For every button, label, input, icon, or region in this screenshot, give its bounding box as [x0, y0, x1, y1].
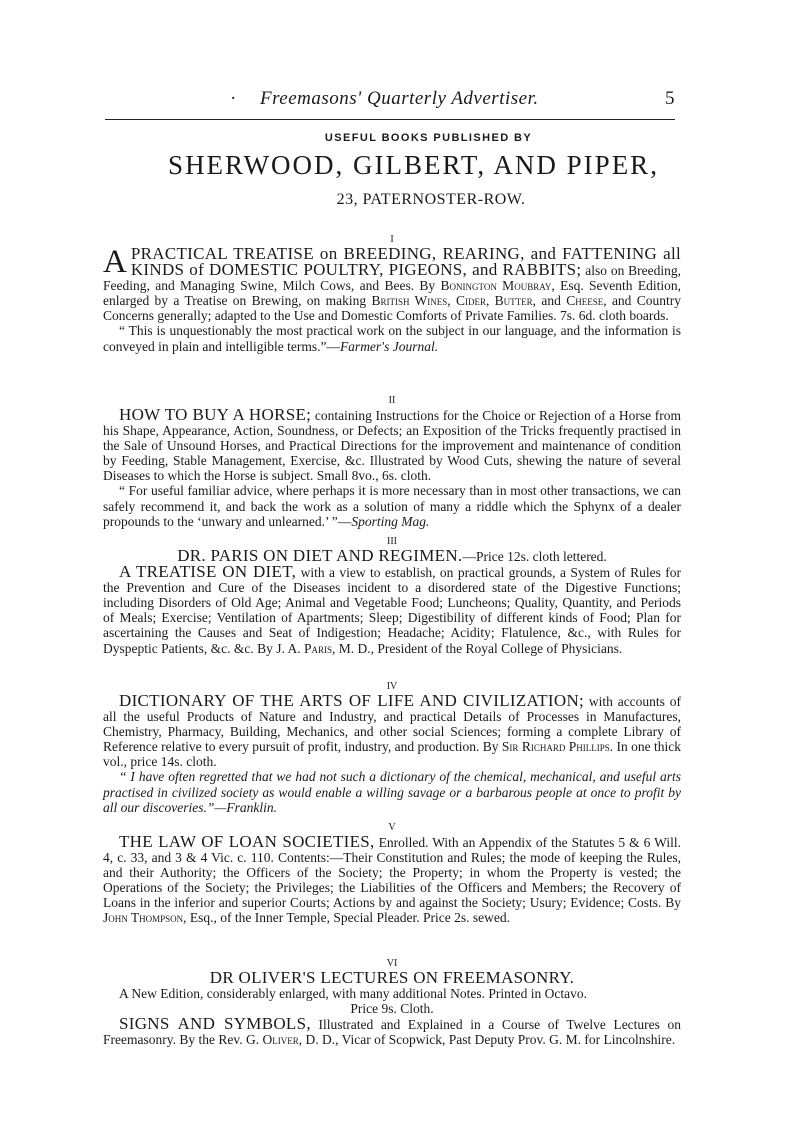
entry-description: A TREATISE ON DIET, with a view to establish, on practical grounds, a System of Rules for the Prevention and Cure of the Diseases incident to a disordered state of the Digestive Functions; including Disorders of Old Age; Animal and Vegetable Food; Luncheons; Quality, Quantity, and Periods of Meals; Exercise; Ventilation of Apartments; Sleep; Digestibility of different kinds of Food; Plan for ascertaining the Causes and Seat of Indigestion; Headache; Acidity; Flatulence, &c., with Rules for Dyspeptic Patients, &c. &c. By J. A. Paris, M. D., President of the Royal College of Physicians. [103, 562, 682, 656]
entry-title: HOW TO BUY A HORSE; [119, 405, 312, 424]
entry-numeral: V [388, 822, 396, 833]
author-name: Bonington Moubray [440, 278, 552, 294]
book-entry-horse [103, 395, 681, 529]
entry-description: DICTIONARY OF THE ARTS OF LIFE AND CIVILIZATION; with accounts of all the useful Products of Nature and Industry, and practical Details of Processes in Manufactures, Chemistry, Pharmacy, Building, Mechanics, and other social Sciences; forming a complete Library of Reference relative to every pursuit of profit, industry, and production. By Sir Richard Phillips. In one thick vol., price 14s. cloth. [103, 691, 682, 770]
entry-numeral: III [387, 536, 397, 547]
entry-description: A New Edition, considerably enlarged, with many additional Notes. Printed in Octavo. [119, 986, 588, 1002]
entry-numeral: I [390, 234, 394, 245]
entry-heading: DR OLIVER'S LECTURES ON FREEMASONRY. [209, 968, 575, 987]
running-head-title: Freemasons' Quarterly Advertiser. [260, 88, 539, 109]
publisher-address: 23, PATERNOSTER-ROW. [336, 191, 526, 208]
author-name: John Thompson [103, 910, 184, 926]
page-number: 5 [665, 88, 675, 109]
book-entry-diet [103, 536, 681, 656]
running-head-bullet: · [230, 88, 237, 109]
entry-price: 7s. 6d. cloth boards. [560, 308, 669, 324]
quote-source: Franklin. [226, 799, 277, 815]
author-name: Paris [303, 640, 332, 656]
entry-numeral: II [388, 395, 396, 406]
author-name: Sir Richard Phillips [501, 739, 610, 755]
entry-title: DICTIONARY OF THE ARTS OF LIFE AND CIVILIZATION; [119, 691, 585, 710]
book-entry-dictionary [103, 681, 681, 815]
entry-title: SIGNS AND SYMBOLS, [119, 1014, 311, 1034]
drop-cap: A [103, 244, 127, 280]
author-name: Oliver [262, 1032, 299, 1048]
book-entry-poultry [103, 234, 681, 354]
header-rule [105, 119, 675, 120]
entry-price: Price 9s. Cloth. [350, 1001, 434, 1017]
entry-numeral: IV [386, 681, 398, 692]
entry-description: THE LAW OF LOAN SOCIETIES, Enrolled. With an Appendix of the Statutes 5 & 6 Will. 4, c. 33, and 3 & 4 Vic. c. 110. Contents:—Their Constitution and Rules; the mode of keeping the Rules, and their Authority; the Officers of the Society; the Property; in whom the Property is vested; the Operations of the Society; the Privileges; the Liabilities of the Officers and Members; the Recovery of Loans in the inferior and superior Courts; Actions by and against the Society; Usury; Evidence; Costs. By John Thompson, Esq., of the Inner Temple, Special Pleader. Price 2s. sewed. [103, 832, 681, 926]
masthead-kicker: USEFUL BOOKS PUBLISHED BY [324, 132, 533, 144]
entry-heading: DR. PARIS ON DIET AND REGIMEN.—Price 12s. cloth lettered. [177, 546, 607, 565]
entry-title: PRACTICAL TREATISE on BREEDING, REARING, and FATTENING all KINDS of DOMESTIC POULTRY, PIGEONS, and RABBITS; [130, 244, 681, 280]
review-quote: “ This is unquestionably the most practical work on the subject in our language, and the information is conveyed in plain and intelligible terms.”—Farmer's Journal. [103, 323, 681, 354]
publisher-name: SHERWOOD, GILBERT, AND PIPER, [168, 150, 659, 180]
entry-description-signs: SIGNS AND SYMBOLS, Illustrated and Explained in a Course of Twelve Lectures on Freemasonry. By the Rev. G. Oliver, D. D., Vicar of Scopwick, Past Deputy Prov. G. M. for Lincolnshire. [103, 1014, 682, 1048]
quote-source: Farmer's Journal. [339, 338, 439, 354]
entry-title: THE LAW OF LOAN SOCIETIES, [119, 832, 375, 851]
entry-description: HOW TO BUY A HORSE; containing Instructions for the Choice or Rejection of a Horse from his Shape, Appearance, Action, Soundness, or Defects; an Exposition of the Tricks frequently practised in the Sale of Unsound Horses, and Practical Directions for the improvement and maintenance of condition by Feeding, Stable Management, Exercise, &c. Illustrated by Wood Cuts, shewing the nature of several Diseases to which the Horse is subject. Small 8vo., 6s. cloth. [103, 405, 682, 484]
entry-title: A TREATISE ON DIET, [119, 562, 297, 582]
book-entry-loan-societies [103, 822, 681, 926]
quote-source: Sporting Mag. [351, 513, 430, 529]
entry-numeral: VI [386, 958, 398, 969]
review-quote: “ For useful familiar advice, where perhaps it is more necessary than in most other transactions, we can safely recommend it, and back the work as a solution of many a riddle which the Sphynx of a dealer propounds to the ‘unwary and unlearned.’ ”—Sporting Mag. [103, 483, 681, 529]
entry-description: APRACTICAL TREATISE on BREEDING, REARING, and FATTENING all KINDS of DOMESTIC POULTRY, PIGEONS, and RABBITS; also on Breeding, Feeding, and Managing Swine, Milch Cows, and Bees. By Bonington Moubray, Esq. Seventh Edition, enlarged by a Treatise on Brewing, on making British Wines, Cider, Butter, and Cheese, and Country Concerns generally; adapted to the Use and Domestic Comforts of Private Families. 7s. 6d. cloth boards. [103, 244, 682, 324]
review-quote: “ I have often regretted that we had not such a dictionary of the chemical, mechanical, and useful arts practised in civilized society as would enable a willing savage or a barbarous people at once to profit by all our discoveries.”—Franklin. [103, 769, 681, 815]
book-entry-freemasonry [103, 958, 681, 1047]
